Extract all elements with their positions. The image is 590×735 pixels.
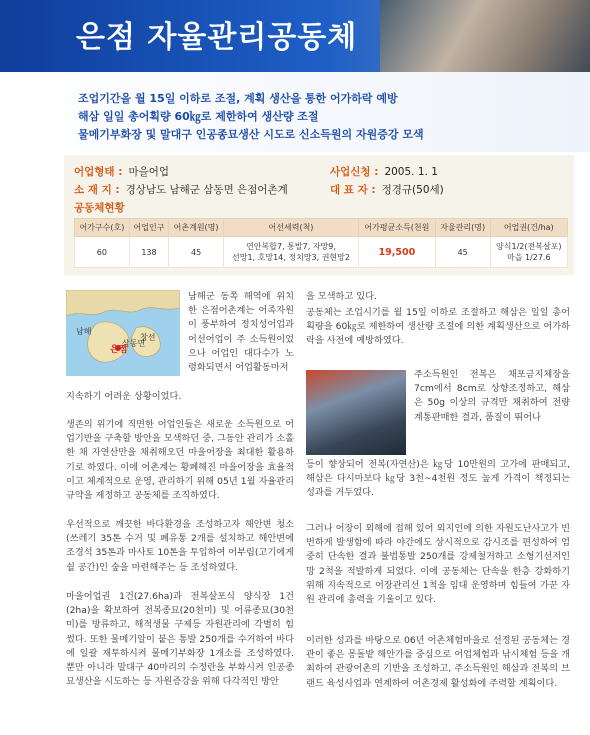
stats-header-cell: 어업권(건/ha) [490,219,567,237]
stats-cell: 60 [75,237,130,268]
map-label-eunjeom: 은점 [110,345,128,355]
page-title: 은점 자율관리공동체 [76,20,358,55]
info-type-value: 마을어업 [128,166,170,178]
stats-header-row [75,219,568,237]
body-paragraph-2: 생존의 위기에 직면한 어업인들은 새로운 소득원으로 어업기반을 구축할 방안을 모색하던 중, 그동안 관리가 소홀한 채 자연산만을 채취해오던 마을어장을 최대한 활용하기로 하였다. 이에 어촌계는 황폐해진 마을어장을 효율적이고 체계적으로 운영, 관리하기 위해 05년 1월 자율관리규약을 제정하고 공동체를 조직하였다. [66,419,294,502]
location-map [66,290,180,376]
body-paragraph-1b: 지속하기 어려운 상황이었다. [66,391,182,402]
body-paragraph-8: 그러나 어장이 외해에 접해 있어 외지인에 의한 자원도난사고가 빈번하게 발생함에 따라 야간에도 상시적으로 감시조를 편성하여 엄중히 단속한 결과 불법통발 250개를 강제철거하고 소형기선저인망 2척을 적발하게 되었다. 이에 공동체는 단속을 한층 강화하기 위해 지속적으로 어장관리선 1척을 임대 운영하며 힘들여 가꾼 자원 관리에 총력을 기울이고 있다. [306,523,570,606]
stats-cell: 45 [169,237,224,268]
header-photo [380,0,590,72]
intro-summary [0,72,590,152]
intro-line-1: 조업기간을 월 15일 이하로 조절, 계획 생산을 통한 어가하락 예방 [78,92,398,105]
info-addr-label: 소 재 지 : [74,184,120,196]
stats-cell: 138 [129,237,168,268]
stats-cell: 양식1/2(전복살포) 마을 1/27.6 [490,237,567,268]
stats-cell: 45 [435,237,490,268]
body-paragraph-3: 우선적으로 깨끗한 바다환경을 조성하고자 해안변 청소(쓰레기 35톤 수거 및 폐유통 2개를 설치하고 해안변에 조경석 35톤과 마사토 10톤을 투입하여 어부림(고기에게 쉴 공간)인 숲을 마련해주는 등 조성하였다. [66,519,294,573]
info-fishing-type [74,164,169,179]
fishing-photo [306,370,406,455]
info-apply-date [330,164,438,179]
stats-data-row [75,237,568,268]
stats-header-cell: 어촌계원(명) [169,219,224,237]
info-status [74,200,125,215]
body-paragraph-7: 주소득원인 전복은 채포금지체장을 7cm에서 8cm로 상향조정하고, 해삼은 50g 이상의 규격만 채취하여 전량 계통판매한 결과, 품질이 뛰어나 [414,369,570,423]
stats-cell-income: 19,500 [359,237,436,268]
stats-header-cell: 어선세력(척) [223,219,358,237]
map-label-namhae: 남해 [76,327,92,336]
stats-header-cell: 자율관리(명) [435,219,490,237]
info-representative [330,182,444,197]
info-address [74,182,288,197]
info-date-label: 사업신청 : [330,166,379,178]
stats-header-cell: 어가평균소득(천원 [359,219,436,237]
community-stats-table [74,218,568,268]
info-status-label: 공동체현황 [74,202,125,214]
info-addr-value: 경상남도 남해군 삼동면 은점어촌계 [125,184,288,196]
info-type-label: 어업형태 : [74,166,123,178]
map-label-changseon: 창선 [140,333,156,342]
info-rep-label: 대 표 자 : [330,184,376,196]
info-date-value: 2005. 1. 1 [384,166,438,178]
page-header [0,0,590,72]
body-paragraph-4: 마을어업권 1건(27.6ha)과 전복살포식 양식장 1건(2ha)을 확보하여 전복종묘(20천미) 및 어류종묘(30천미)를 방류하고, 해적생물 구제등 자원관리에 각별히 힘썼다. 또한 물메기알이 붙은 통발 250개를 수거하여 바다에 일괄 재투하시켜 물메기부화장 1개소를 조성하였다. 뿐만 아니라 말대구 40마리의 수정란을 부화시켜 인공종묘생산을 시도하는 등 자원증강을 위해 다각적인 방안 [66,591,294,688]
info-rep-value: 정경규(50세) [381,184,444,196]
intro-line-2: 해삼 일일 총어획량 60㎏로 제한하여 생산량 조절 [78,110,319,123]
stats-cell: 연안복합7, 통발7, 자망9, 선망1, 호망14, 정치망3, 권현망2 [223,237,358,268]
stats-header-cell: 어업인구 [129,219,168,237]
intro-line-3: 물메기부화장 및 말대구 인공종묘생산 시도로 신소득원의 자원증강 모색 [78,128,424,141]
body-paragraph-6: 공동체는 조업시기를 월 15일 이하로 조절하고 해삼은 일일 총어획량을 60㎏로 제한하여 생산량 조절에 의한 계획생산으로 어가하락을 사전에 예방하였다. [306,307,570,347]
body-paragraph-1: 남해군 동쪽 해역에 위치한 은점어촌계는 어족자원이 풍부하여 정치성어업과 어선어업이 주 소득원이었으나 어업인 대다수가 노령화되면서 어업활동마저 [188,291,294,374]
map-label-samdong: 삼동면 [122,339,146,348]
body-paragraph-5: 을 모색하고 있다. [306,291,377,302]
body-paragraph-7b: 등이 향상되어 전복(자연산)은 ㎏당 10만원의 고가에 판매되고, 해삼은 다시마보다 ㎏당 3천~4천원 정도 높게 가격이 책정되는 성과를 거두었다. [306,459,570,499]
body-paragraph-9: 이러한 성과를 바탕으로 06년 어촌체험마을로 선정된 공동체는 경관이 좋은 몽돌밭 해안가를 중심으로 어업체험과 낚시체험 등을 개최하여 관광어촌의 기반을 조성하고, 주소득원인 해삼과 전복의 브랜드 육성사업과 연계하여 어촌경제 활성화에 주력할 계획이다. [306,635,570,689]
stats-header-cell: 어가구수(호) [75,219,130,237]
